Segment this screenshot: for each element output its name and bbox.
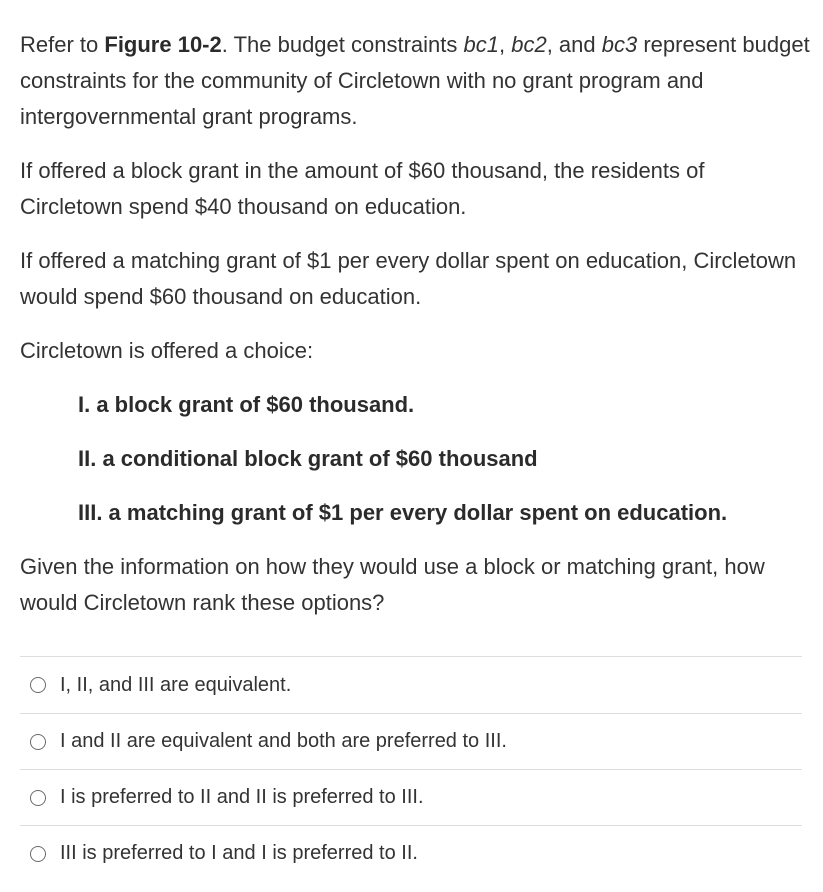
choice-intro: Circletown is offered a choice:	[20, 338, 314, 363]
radio-button-icon[interactable]	[30, 734, 46, 750]
answer-label: I is preferred to II and II is preferred to III.	[60, 786, 424, 808]
bc2-label: bc2	[511, 32, 547, 57]
answer-option-1[interactable]	[20, 656, 802, 713]
radio-button-icon[interactable]	[30, 846, 46, 862]
answer-options	[20, 656, 802, 881]
question-text: Given the information on how they would use a block or matching grant, how would Circletown rank these options?	[20, 554, 765, 615]
answer-label: I and II are equivalent and both are preferred to III.	[60, 730, 507, 752]
bc1-label: bc1	[463, 32, 499, 57]
intro-sep2: , and	[546, 32, 602, 57]
matching-grant-paragraph: If offered a matching grant of $1 per every dollar spent on education, Circletown would spend $60 thousand on education.	[20, 248, 797, 309]
intro-sep1: ,	[498, 32, 512, 57]
intro-prefix: Refer to	[20, 32, 105, 57]
intro-suffix: represent budget constraints for the community of Circletown with no grant program and intergovernmental grant programs.	[20, 32, 810, 129]
radio-button-icon[interactable]	[30, 677, 46, 693]
answer-label: III is preferred to I and I is preferred to II.	[60, 842, 418, 864]
choice-list	[20, 387, 810, 531]
answer-option-3[interactable]	[20, 769, 802, 825]
answer-option-4[interactable]	[20, 825, 802, 881]
answer-option-2[interactable]	[20, 713, 802, 769]
figure-reference: Figure 10-2	[104, 32, 222, 57]
answer-label: I, II, and III are equivalent.	[60, 673, 292, 696]
block-grant-paragraph: If offered a block grant in the amount of $60 thousand, the residents of Circletown spend $40 thousand on education.	[20, 158, 705, 219]
bc3-label: bc3	[601, 32, 638, 57]
radio-button-icon[interactable]	[30, 790, 46, 806]
question-body	[20, 27, 810, 639]
choice-item-2: II. a conditional block grant of $60 thousand	[78, 446, 538, 471]
choice-item-1: I. a block grant of $60 thousand.	[78, 392, 415, 417]
choice-item-3: III. a matching grant of $1 per every dollar spent on education.	[78, 500, 728, 525]
intro-paragraph	[20, 27, 810, 135]
intro-mid: . The budget constraints	[221, 32, 464, 57]
